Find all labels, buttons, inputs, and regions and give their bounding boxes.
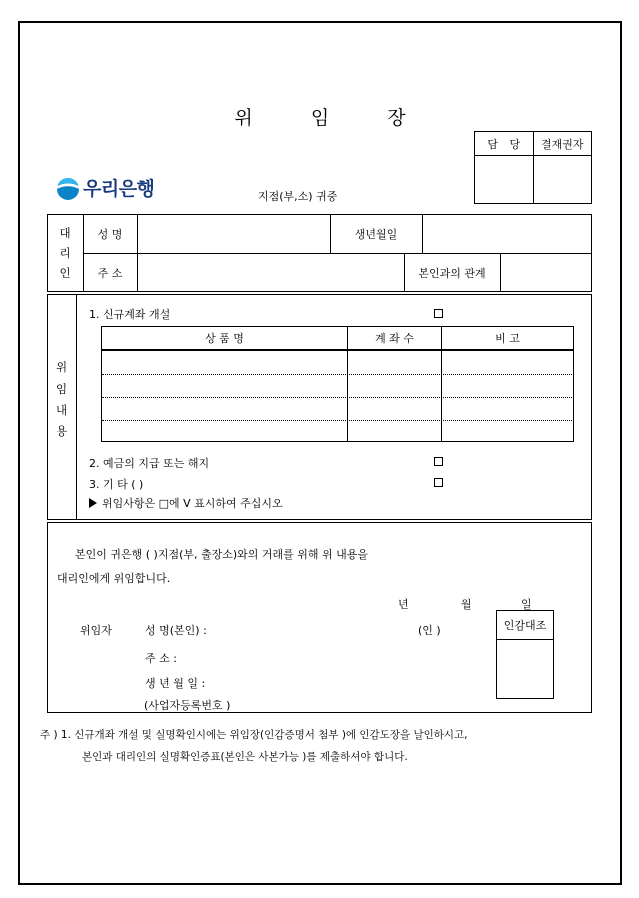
declaration-address-label: 주 소 : (145, 652, 177, 665)
agent-name-label: 성 명 (97, 227, 123, 241)
delegation-item1-checkbox[interactable] (434, 309, 443, 318)
woori-circle-wave-icon (56, 177, 80, 201)
delegation-label-char-4: 용 (55, 424, 68, 439)
table-row[interactable] (442, 351, 573, 374)
declaration-birthdate-label: 생 년 월 일 : (145, 677, 206, 690)
table-row[interactable] (348, 398, 441, 420)
table-row[interactable] (348, 375, 441, 397)
agent-birthdate-value[interactable] (424, 214, 590, 253)
agent-relationship-label: 본인과의 관계 (418, 266, 486, 280)
delegation-item2-label: 2. 예금의 지급 또는 해지 (89, 457, 210, 470)
agent-addr-label-divider (137, 253, 138, 292)
declaration-signer-prefix: 위임자 (80, 624, 112, 637)
table-row[interactable] (102, 351, 347, 374)
approval-box (474, 131, 592, 204)
approval-value-row (475, 156, 591, 203)
agent-birthdate-label: 생년월일 (354, 227, 398, 241)
bank-name: 우리은행 (83, 177, 155, 200)
page-title: 위 임 장 (234, 107, 432, 129)
delegation-section-vertical-label (47, 340, 76, 460)
agent-label-char-2: 리 (59, 245, 71, 260)
agent-address-label: 주 소 (97, 266, 123, 280)
delegation-item2-checkbox[interactable] (434, 457, 443, 466)
seal-verification-stamp-area[interactable] (496, 640, 554, 699)
agent-label-char-1: 대 (59, 225, 71, 240)
approval-col-approver: 결재권자 (540, 137, 584, 151)
declaration-business-number-note: (사업자등록번호 ) (144, 699, 231, 712)
branch-addressee: 지점(부,소) 귀중 (258, 190, 338, 203)
bank-logo (56, 177, 154, 201)
table-row[interactable] (442, 375, 573, 397)
table-row[interactable] (102, 421, 347, 442)
agent-birth-label-divider (422, 214, 423, 253)
right-triangle-icon (89, 498, 97, 508)
agent-address-value[interactable] (139, 253, 402, 292)
declaration-line-2: 대리인에게 위임합니다. (57, 572, 171, 585)
declaration-seal-mark: (인 ) (418, 624, 441, 637)
agent-section-vertical-label (47, 214, 83, 292)
products-header-note: 비 고 (495, 332, 520, 345)
seal-verification-label: 인감대조 (503, 618, 547, 632)
approval-col-staff: 담 당 (475, 132, 534, 155)
agent-relation-label-divider (500, 253, 501, 292)
delegation-label-char-3: 내 (55, 403, 68, 417)
approval-value-staff[interactable] (475, 156, 534, 203)
agent-name-label-divider (137, 214, 138, 253)
table-row[interactable] (102, 398, 347, 420)
agent-name-value[interactable] (139, 214, 328, 253)
declaration-year-label[interactable]: 년 (398, 598, 409, 611)
approval-header-row (475, 132, 591, 156)
table-row[interactable] (442, 421, 573, 442)
delegation-item1-label: 1. 신규계좌 개설 (89, 308, 171, 321)
delegation-item3-checkbox[interactable] (434, 478, 443, 487)
table-row[interactable] (442, 398, 573, 420)
delegation-label-char-2: 임 (55, 381, 68, 396)
footnote-line-1: 주 ) 1. 신규개좌 개설 및 실명확인시에는 위임장(인감증명서 첨부 )에 인감도장을 날인하시고, (40, 729, 468, 741)
delegation-vlabel-divider (76, 294, 77, 520)
delegation-label-char-1: 위 (55, 360, 68, 375)
declaration-month-label[interactable]: 월 (461, 598, 472, 611)
products-header-name: 상 품 명 (205, 332, 244, 345)
products-header-count: 계 좌 수 (375, 332, 414, 345)
declaration-name-label: 성 명(본인) : (145, 624, 207, 637)
table-row[interactable] (348, 421, 441, 442)
delegation-instruction: 위임사항은 □에 V 표시하여 주십시오 (102, 497, 283, 510)
declaration-day-label[interactable]: 일 (521, 598, 532, 611)
table-row[interactable] (102, 375, 347, 397)
agent-relationship-value[interactable] (502, 253, 590, 292)
approval-value-approver[interactable] (534, 156, 592, 203)
footnote-line-2: 본인과 대리인의 실명확인증표(본인은 사본가능 )를 제출하셔야 합니다. (82, 751, 408, 763)
declaration-line-1: 본인이 귀은행 ( )지점(부, 출장소)와의 거래를 위해 위 내용을 (75, 548, 369, 561)
delegation-item3-label: 3. 기 타 ( ) (89, 478, 144, 491)
table-row[interactable] (348, 351, 441, 374)
agent-label-char-3: 인 (59, 266, 71, 281)
